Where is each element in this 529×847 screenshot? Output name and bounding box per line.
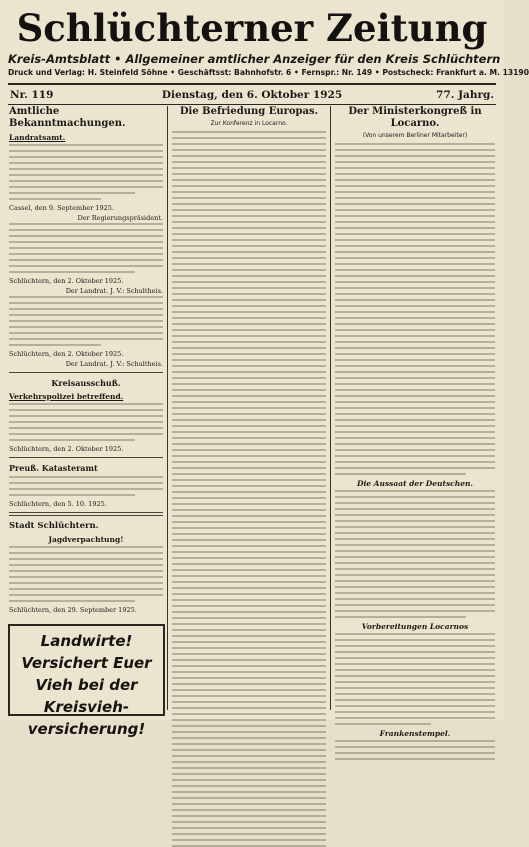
signature-place: Schlüchtern, den 2. Oktober 1925. [9,350,124,358]
issue-year: 77. Jahrg. [436,89,494,101]
article-heading: Der Ministerkongreß in Locarno. [348,106,482,129]
body-text [9,223,163,273]
signature-place: Schlüchtern, den 29. September 1925. [9,606,137,614]
masthead-rule-top [8,83,496,85]
column-separator [167,106,168,710]
masthead-title: Schlüchterner Zeitung [16,6,488,50]
insurance-advertisement: Landwirte! Versichert Euer Vieh bei der Kreisvieh-versicherung! [8,624,165,716]
masthead-subtitle: Kreis-Amtsblatt • Allgemeiner amtlicher Anzeiger für den Kreis Schlüchtern [8,52,501,66]
divider [9,457,163,458]
body-text [9,144,163,200]
issue-date: Dienstag, den 6. Oktober 1925 [161,89,343,101]
subsection-heading: Die Aussaat der Deutschen. [356,479,474,488]
article-body [335,633,495,725]
signature-office: Der Landrat. J. V.: Schultheis. [65,287,163,295]
subsection-heading: Stadt Schlüchtern. [9,521,99,531]
body-text [9,296,163,346]
signature-office: Der Landrat. J. V.: Schultheis. [65,360,163,368]
article-subheading: (Von unserem Berliner Mitarbeiter) [362,132,468,139]
subsection-heading: Preuß. Katasteramt [9,463,98,473]
article-body [172,131,326,847]
signature-place: Schlüchtern, den 2. Oktober 1925. [9,277,124,285]
body-text [9,403,163,441]
subsection-heading: Kreisausschuß. [51,378,121,388]
article-body [335,143,495,475]
article-body [335,740,495,760]
subsection-heading: Verkehrspolizei betreffend. [9,392,124,401]
subsection-heading: Jagdverpachtung! [48,535,124,544]
masthead-publisher: Druck und Verlag: H. Steinfeld Söhne • Geschäftsst: Bahnhofstr. 6 • Fernspr.: Nr. 149 • Postscheck: Frankfurt a. M. 13190 [8,68,529,77]
article-body [335,490,495,618]
divider [9,372,163,373]
column-official-notices [9,106,163,714]
divider [9,512,163,516]
signature-office: Der Regierungspräsident. [77,214,163,222]
subsection-heading: Frankenstempel. [379,729,451,738]
dateline [8,86,496,104]
body-text [9,546,163,602]
masthead-rule-bottom [8,104,496,105]
article-subheading: Zur Konferenz in Locarno. [210,120,288,127]
signature-block: Cassel, den 9. September 1925. [9,204,114,212]
issue-number: Nr. 119 [10,89,54,101]
column-ministers-congress [335,106,495,738]
column-separator [330,106,331,710]
signature-place: Schlüchtern, den 5. 10. 1925. [9,500,107,508]
section-heading: Amtliche Bekanntmachungen. [9,106,126,129]
article-heading: Die Befriedung Europas. [179,106,319,117]
column-main-article [172,106,326,714]
subsection-heading: Landratsamt. [9,133,66,142]
signature-place: Schlüchtern, den 2. Oktober 1925. [9,445,124,453]
body-text [9,476,163,496]
subsection-heading: Vorbereitungen Locarnos [361,622,469,631]
